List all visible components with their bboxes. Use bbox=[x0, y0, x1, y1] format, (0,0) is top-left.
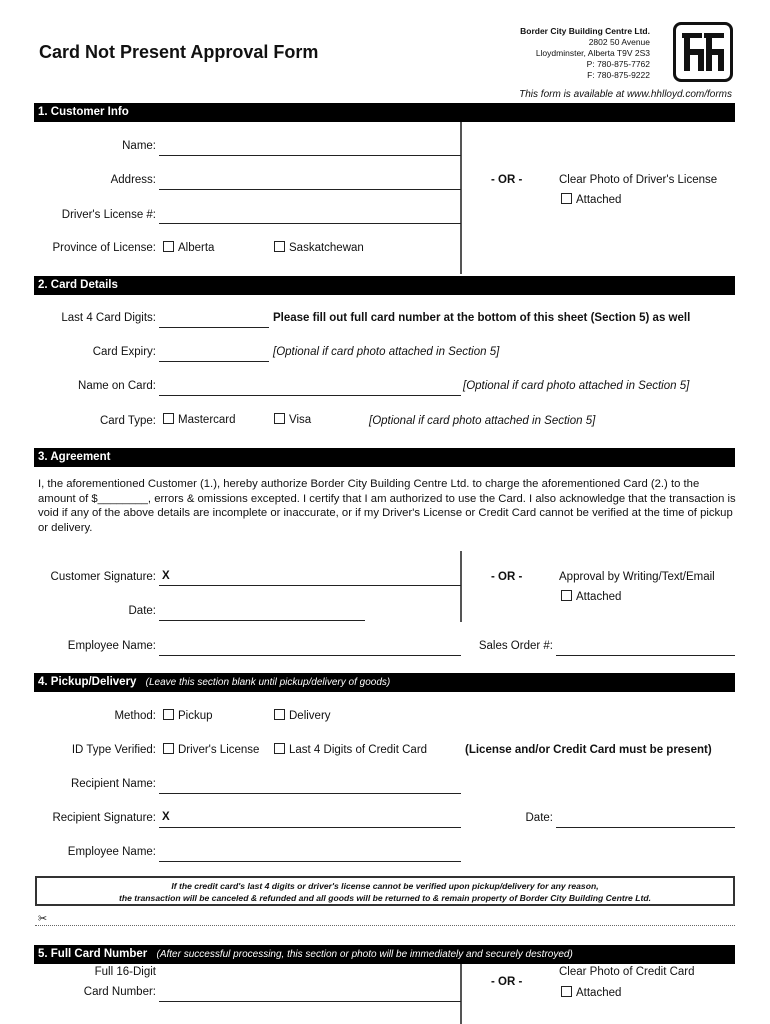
section-1-header: 1. Customer Info bbox=[34, 103, 735, 122]
recipient-signature-field[interactable] bbox=[159, 827, 461, 828]
section-4-title: 4. Pickup/Delivery bbox=[38, 676, 137, 688]
or-text: - OR - bbox=[491, 174, 523, 186]
id-last4-option[interactable] bbox=[274, 743, 427, 756]
province-label: Province of License: bbox=[52, 242, 156, 254]
expiry-optional-note: [Optional if card photo attached in Section 5] bbox=[273, 346, 500, 358]
id-dl-text: Driver's License bbox=[178, 744, 260, 756]
card-type-optional-note: [Optional if card photo attached in Section 5] bbox=[369, 415, 596, 427]
delivery-text: Delivery bbox=[289, 710, 331, 722]
employee-name-label: Employee Name: bbox=[67, 640, 156, 652]
recipient-signature-x: X bbox=[162, 811, 170, 823]
last4-label: Last 4 Card Digits: bbox=[61, 312, 156, 324]
company-fax: F: 780-875-9222 bbox=[587, 70, 650, 80]
id-last4-checkbox[interactable] bbox=[274, 743, 285, 754]
saskatchewan-checkbox[interactable] bbox=[274, 241, 285, 252]
scissors-icon: ✂ bbox=[38, 913, 48, 925]
pickup-text: Pickup bbox=[178, 710, 213, 722]
delivery-checkbox[interactable] bbox=[274, 709, 285, 720]
signature-x: X bbox=[162, 570, 170, 582]
attached-text: Attached bbox=[576, 987, 622, 999]
full-card-label-2: Card Number: bbox=[83, 986, 156, 998]
drivers-license-label: Driver's License #: bbox=[61, 209, 156, 221]
pickup-option[interactable] bbox=[163, 709, 213, 722]
name-on-card-optional-note: [Optional if card photo attached in Section 5] bbox=[463, 380, 690, 392]
section-5-title: 5. Full Card Number bbox=[38, 948, 148, 960]
saskatchewan-option[interactable] bbox=[274, 241, 364, 254]
card-photo-attached-option[interactable] bbox=[561, 986, 621, 999]
or-text: - OR - bbox=[491, 571, 523, 583]
agreement-paragraph: I, the aforementioned Customer (1.), hereby authorize Border City Building Centre Ltd. to charge the aforementioned Card (2.) to the amount of $________, errors & omissions excepted. I certify that I am authorized to use the Card. I also acknowledge that the transaction is void if any of the above details are incomplete or inaccurate, or if my Driver's License or Credit Card cannot be verified at the time of pickup or delivery. bbox=[38, 478, 736, 534]
warning-box bbox=[35, 876, 735, 906]
section-2-header: 2. Card Details bbox=[34, 276, 735, 295]
mastercard-option[interactable] bbox=[163, 413, 236, 426]
id-dl-checkbox[interactable] bbox=[163, 743, 174, 754]
last4-note: Please fill out full card number at the bottom of this sheet (Section 5) as well bbox=[273, 312, 691, 324]
date-label: Date: bbox=[128, 605, 156, 617]
approval-label: Approval by Writing/Text/Email bbox=[559, 571, 715, 583]
hh-logo-icon bbox=[673, 22, 733, 82]
section-1-divider bbox=[460, 122, 462, 274]
delivery-employee-field[interactable] bbox=[159, 861, 461, 862]
cut-line bbox=[35, 925, 735, 926]
company-address2: Lloydminster, Alberta T9V 2S3 bbox=[535, 48, 650, 58]
saskatchewan-text: Saskatchewan bbox=[289, 242, 364, 254]
agreement-date-field[interactable] bbox=[159, 620, 365, 621]
customer-signature-label: Customer Signature: bbox=[50, 571, 156, 583]
dl-photo-checkbox[interactable] bbox=[561, 193, 572, 204]
attached-text: Attached bbox=[576, 591, 622, 603]
full-card-label-1: Full 16-Digit bbox=[94, 966, 156, 978]
alberta-text: Alberta bbox=[178, 242, 215, 254]
card-type-label: Card Type: bbox=[99, 415, 156, 427]
alberta-option[interactable] bbox=[163, 241, 214, 254]
card-photo-label: Clear Photo of Credit Card bbox=[559, 966, 695, 978]
name-label: Name: bbox=[122, 140, 156, 152]
recipient-date-field[interactable] bbox=[556, 827, 735, 828]
attached-text: Attached bbox=[576, 194, 622, 206]
method-label: Method: bbox=[114, 710, 156, 722]
section-3-divider bbox=[460, 551, 462, 622]
dl-photo-attached-option[interactable] bbox=[561, 193, 621, 206]
company-name: Border City Building Centre Ltd. bbox=[520, 26, 650, 36]
warning-line-1: If the credit card's last 4 digits or driver's license cannot be verified upon pickup/delivery for any reason, bbox=[171, 881, 599, 891]
section-5-divider bbox=[460, 964, 462, 1024]
section-4-note: (Leave this section blank until pickup/delivery of goods) bbox=[145, 677, 391, 688]
recipient-name-label: Recipient Name: bbox=[70, 778, 156, 790]
mastercard-checkbox[interactable] bbox=[163, 413, 174, 424]
drivers-license-field[interactable] bbox=[159, 223, 461, 224]
card-photo-checkbox[interactable] bbox=[561, 986, 572, 997]
recipient-signature-label: Recipient Signature: bbox=[52, 812, 156, 824]
id-type-label: ID Type Verified: bbox=[71, 744, 156, 756]
employee-name-field[interactable] bbox=[159, 655, 461, 656]
availability-note: This form is available at www.hhlloyd.com/forms bbox=[519, 89, 732, 100]
delivery-employee-label: Employee Name: bbox=[67, 846, 156, 858]
id-last4-text: Last 4 Digits of Credit Card bbox=[289, 744, 428, 756]
recipient-name-field[interactable] bbox=[159, 793, 461, 794]
must-present-note: (License and/or Credit Card must be present) bbox=[465, 744, 712, 756]
visa-text: Visa bbox=[289, 414, 312, 426]
delivery-option[interactable] bbox=[274, 709, 331, 722]
alberta-checkbox[interactable] bbox=[163, 241, 174, 252]
expiry-label: Card Expiry: bbox=[92, 346, 156, 358]
name-on-card-label: Name on Card: bbox=[78, 380, 156, 392]
address-label: Address: bbox=[110, 174, 156, 186]
warning-line-2: the transaction will be canceled & refunded and all goods will be returned to & remain property of Border City Building Centre Ltd. bbox=[119, 893, 651, 903]
company-phone: P: 780-875-7762 bbox=[586, 59, 650, 69]
section-3-header: 3. Agreement bbox=[34, 448, 735, 467]
pickup-checkbox[interactable] bbox=[163, 709, 174, 720]
section-5-note: (After successful processing, this section or photo will be immediately and securely destroyed) bbox=[156, 949, 573, 960]
name-field[interactable] bbox=[159, 155, 461, 156]
company-address1: 2802 50 Avenue bbox=[588, 37, 650, 47]
id-dl-option[interactable] bbox=[163, 743, 259, 756]
or-text: - OR - bbox=[491, 976, 523, 988]
dl-photo-label: Clear Photo of Driver's License bbox=[559, 174, 718, 186]
sales-order-field[interactable] bbox=[556, 655, 735, 656]
approval-attached-option[interactable] bbox=[561, 590, 621, 603]
expiry-field[interactable] bbox=[159, 361, 269, 362]
visa-checkbox[interactable] bbox=[274, 413, 285, 424]
last4-field[interactable] bbox=[159, 327, 269, 328]
customer-signature-field[interactable] bbox=[159, 585, 461, 586]
section-5-header bbox=[34, 945, 735, 964]
approval-checkbox[interactable] bbox=[561, 590, 572, 601]
address-field[interactable] bbox=[159, 189, 461, 190]
sales-order-label: Sales Order #: bbox=[478, 640, 553, 652]
mastercard-text: Mastercard bbox=[178, 414, 236, 426]
name-on-card-field[interactable] bbox=[159, 395, 461, 396]
company-info bbox=[520, 26, 650, 81]
full-card-number-field[interactable] bbox=[159, 1001, 461, 1002]
recipient-date-label: Date: bbox=[525, 812, 553, 824]
section-4-header bbox=[34, 673, 735, 692]
visa-option[interactable] bbox=[274, 413, 311, 426]
page-title: Card Not Present Approval Form bbox=[39, 42, 319, 62]
